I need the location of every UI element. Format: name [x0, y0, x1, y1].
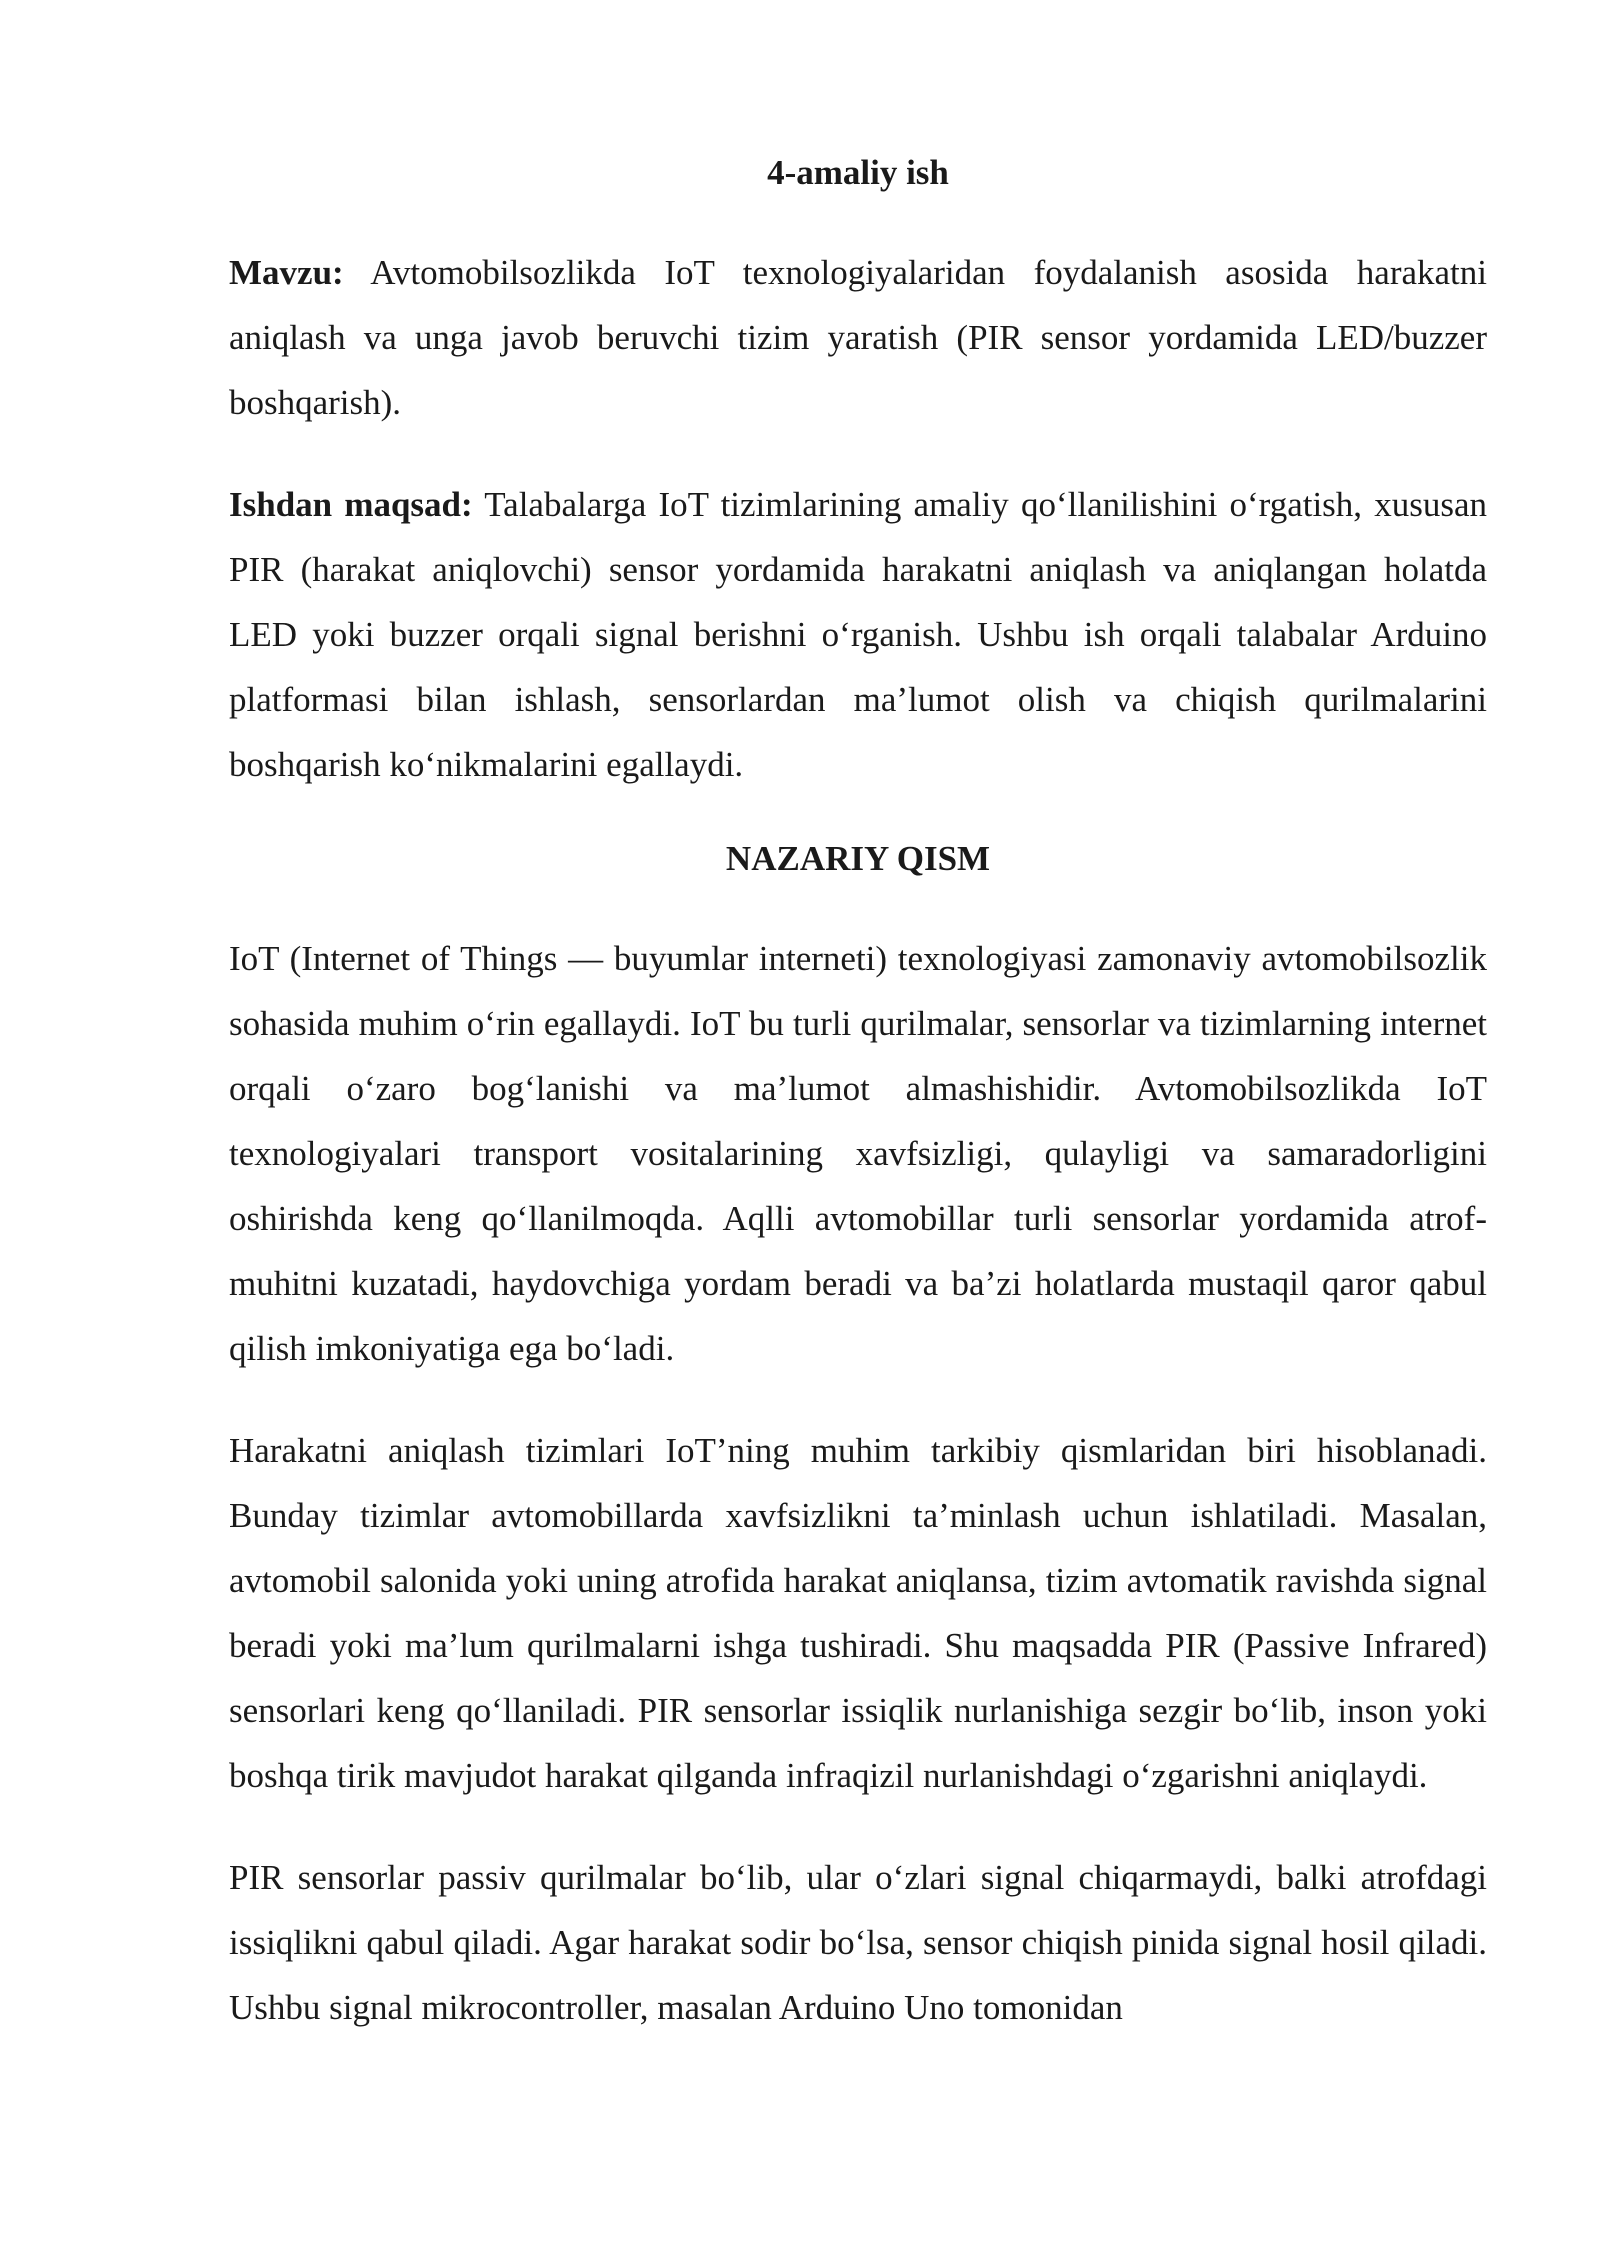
- body-paragraph-3: PIR sensorlar passiv qurilmalar bo‘lib, ular o‘zlari signal chiqarmaydi, balki atrofdagi issiqlikni qabul qiladi. Agar harakat sodir bo‘lsa, sensor chiqish pinida signal hosil qiladi. Ushbu signal mikrocontroller, masalan Arduino Uno tomonidan: [229, 1858, 1487, 2027]
- topic-text: Avtomobilsozlikda IoT texnologiyalaridan foydalanish asosida harakatni aniqlash va unga javob beruvchi tizim yaratish (PIR sensor yordamida LED/buzzer boshqarish).: [229, 253, 1487, 422]
- document-page: [229, 148, 1487, 2077]
- topic-label: Mavzu:: [229, 253, 344, 292]
- body-paragraph-2: Harakatni aniqlash tizimlari IoT’ning muhim tarkibiy qismlaridan biri hisoblanadi. Bunday tizimlar avtomobillarda xavfsizlikni ta’minlash uchun ishlatiladi. Masalan, avtomobil salonida yoki uning atrofida harakat aniqlansa, tizim avtomatik ravishda signal beradi yoki ma’lum qurilmalarni ishga tushiradi. Shu maqsadda PIR (Passive Infrared) sensorlari keng qo‘llaniladi. PIR sensorlar issiqlik nurlanishiga sezgir bo‘lib, inson yoki boshqa tirik mavjudot harakat qilganda infraqizil nurlanishdagi o‘zgarishni aniqlaydi.: [229, 1431, 1487, 1795]
- goal-label: Ishdan maqsad:: [229, 485, 473, 524]
- goal-text: Talabalarga IoT tizimlarining amaliy qo‘llanilishini o‘rgatish, xususan PIR (harakat aniqlovchi) sensor yordamida harakatni aniqlash va aniqlangan holatda LED yoki buzzer orqali signal berishni o‘rganish. Ushbu ish orqali talabalar Arduino platformasi bilan ishlash, sensorlardan ma’lumot olish va chiqish qurilmalarini boshqarish ko‘nikmalarini egallaydi.: [229, 485, 1488, 784]
- section-title: NAZARIY QISM: [725, 839, 991, 878]
- goal-paragraph: [229, 472, 1487, 797]
- body-paragraph-1: IoT (Internet of Things — buyumlar interneti) texnologiyasi zamonaviy avtomobilsozlik sohasida muhim o‘rin egallaydi. IoT bu turli qurilmalar, sensorlar va tizimlarning internet orqali o‘zaro bog‘lanishi va ma’lumot almashishidir. Avtomobilsozlikda IoT texnologiyalari transport vositalarining xavfsizligi, qulayligi va samaradorligini oshirishda keng qo‘llanilmoqda. Aqlli avtomobillar turli sensorlar yordamida atrof-muhitni kuzatadi, haydovchiga yordam beradi va ba’zi holatlarda mustaqil qaror qabul qilish imkoniyatiga ega bo‘ladi.: [229, 939, 1487, 1368]
- document-title: 4-amaliy ish: [767, 153, 949, 192]
- topic-paragraph: [229, 240, 1487, 435]
